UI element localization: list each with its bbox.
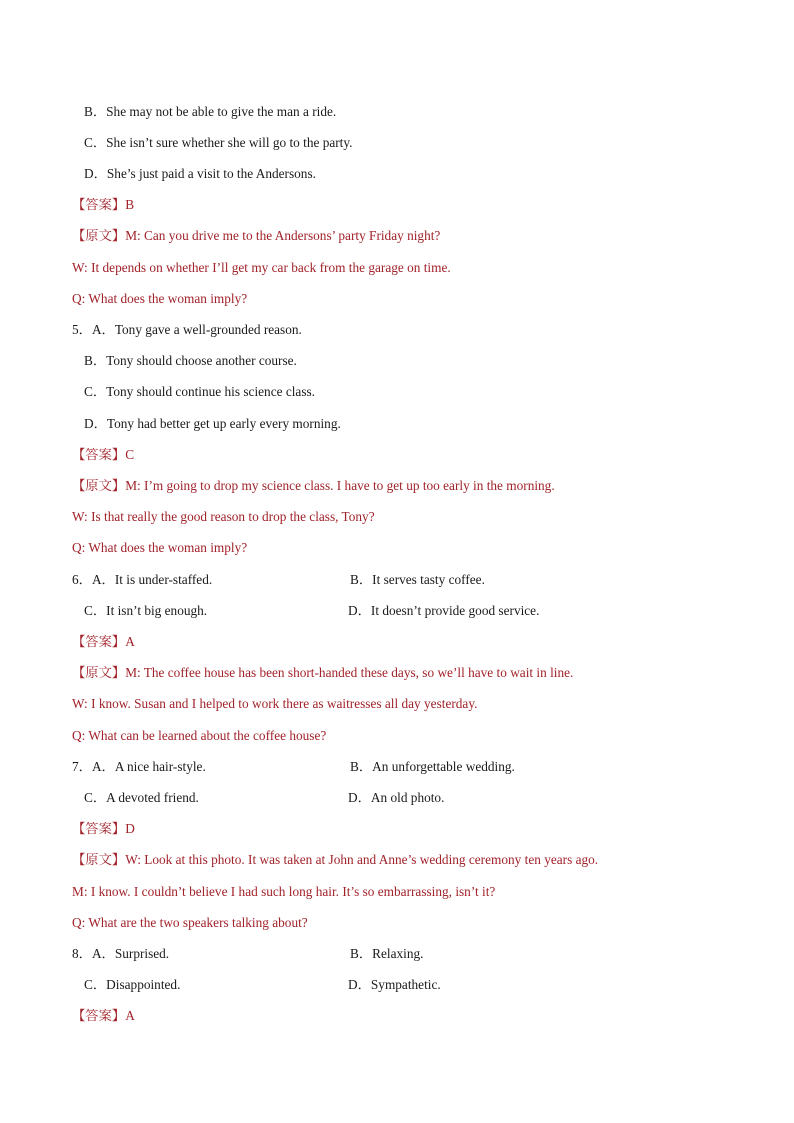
q7-option-d: D．An old photo. xyxy=(348,790,445,805)
q5-script-2: W: Is that really the good reason to drop the class, Tony? xyxy=(72,509,375,524)
q6-script-3: Q: What can be learned about the coffee house? xyxy=(72,728,327,743)
q6-option-b: B．It serves tasty coffee. xyxy=(350,572,485,587)
q5-option-d: D．Tony had better get up early every morning. xyxy=(84,416,341,431)
q4-script-2: W: It depends on whether I’ll get my car back from the garage on time. xyxy=(72,260,451,275)
answer-value: C xyxy=(125,447,135,462)
q5-script-1: 【原文】M: I’m going to drop my science class. I have to get up too early in the morning. xyxy=(72,478,555,493)
answer-label: 【答案】 xyxy=(72,634,126,649)
answer-label: 【答案】 xyxy=(72,821,126,836)
q8-option-c: C．Disappointed. xyxy=(84,977,181,992)
q8-option-a: 8．A．Surprised. xyxy=(72,946,170,961)
q7-option-c: C．A devoted friend. xyxy=(84,790,199,805)
script-label: 【原文】 xyxy=(72,478,126,493)
q4-option-c: C．She isn’t sure whether she will go to the party. xyxy=(84,135,353,150)
q7-option-b: B．An unforgettable wedding. xyxy=(350,759,515,774)
q6-option-a: 6．A．It is under-staffed. xyxy=(72,572,213,587)
q4-script-3: Q: What does the woman imply? xyxy=(72,291,248,306)
script-label: 【原文】 xyxy=(72,852,126,867)
script-label: 【原文】 xyxy=(72,665,126,680)
q5-script-3: Q: What does the woman imply? xyxy=(72,540,248,555)
q4-answer xyxy=(72,195,134,215)
q4-script-1: 【原文】M: Can you drive me to the Andersons’ party Friday night? xyxy=(72,228,441,243)
answer-value: D xyxy=(125,821,135,836)
script-label: 【原文】 xyxy=(72,228,126,243)
q5-option-c: C．Tony should continue his science class. xyxy=(84,384,315,399)
q7-answer xyxy=(72,819,135,839)
answer-label: 【答案】 xyxy=(72,197,126,212)
q5-option-b: B．Tony should choose another course. xyxy=(84,353,297,368)
answer-label: 【答案】 xyxy=(72,1008,126,1023)
q7-script-3: Q: What are the two speakers talking about? xyxy=(72,915,308,930)
q7-script-1: 【原文】W: Look at this photo. It was taken at John and Anne’s wedding ceremony ten years ago. xyxy=(72,852,599,867)
q6-option-d: D．It doesn’t provide good service. xyxy=(348,603,540,618)
q7-option-a: 7．A．A nice hair-style. xyxy=(72,759,206,774)
q6-script-1: 【原文】M: The coffee house has been short-handed these days, so we’ll have to wait in line. xyxy=(72,665,574,680)
answer-value: A xyxy=(125,1008,135,1023)
answer-value: B xyxy=(125,197,135,212)
answer-label: 【答案】 xyxy=(72,447,126,462)
q4-option-b: B．She may not be able to give the man a ride. xyxy=(84,104,337,119)
q8-option-b: B．Relaxing. xyxy=(350,946,424,961)
q6-answer xyxy=(72,632,135,652)
q8-option-d: D．Sympathetic. xyxy=(348,977,441,992)
q4-option-d: D．She’s just paid a visit to the Andersons. xyxy=(84,166,316,181)
q8-answer xyxy=(72,1006,135,1026)
q7-script-2: M: I know. I couldn’t believe I had such long hair. It’s so embarrassing, isn’t it? xyxy=(72,884,496,899)
q5-option-a: 5．A．Tony gave a well-grounded reason. xyxy=(72,322,302,337)
answer-value: A xyxy=(125,634,135,649)
q5-answer xyxy=(72,445,134,465)
q6-script-2: W: I know. Susan and I helped to work there as waitresses all day yesterday. xyxy=(72,696,478,711)
q6-option-c: C．It isn’t big enough. xyxy=(84,603,208,618)
